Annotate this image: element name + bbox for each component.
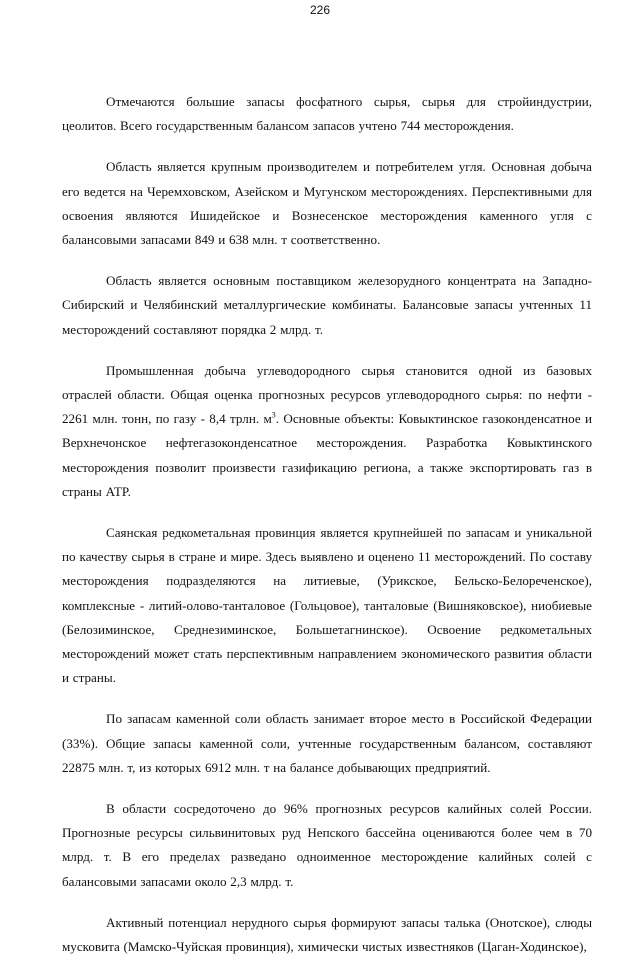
paragraph-potash: В области сосредоточено до 96% прогнозных ресурсов калийных солей России. Прогнозные ресурсы сильвинитовых руд Непского бассейна оцениваются более чем в 70 млрд. т. В его пределах разведано одноименное месторождение калийных солей с балансовыми запасами около 2,3 млрд. т. xyxy=(62,801,592,889)
paragraph-hydrocarbons xyxy=(62,359,592,504)
cubic-superscript: 3 xyxy=(271,410,276,420)
paragraph-coal: Область является крупным производителем и потребителем угля. Основная добыча его ведется на Черемховском, Азейском и Мугунском месторождениях. Перспективными для освоения являются Ишидейское и Вознесенское месторождения каменного угля с балансовыми запасами 849 и 638 млн. т соответственно. xyxy=(62,159,592,248)
paragraph-iron-ore: Область является основным поставщиком железорудного концентрата на Западно-Сибирский и Челябинский металлургические комбинаты. Балансовые запасы учтенных 11 месторождений составляют порядка 2 млрд. т. xyxy=(62,273,592,337)
paragraph-non-metallic: Активный потенциал нерудного сырья формируют запасы талька (Онотское), слюды мусковита (Мамско-Чуйская провинция), химически чистых известняков (Цаган-Ходинское), xyxy=(62,914,592,955)
paragraph-hydrocarbons-text-before: Промышленная добыча углеводородного сырья становится одной из базовых отраслей области. Общая оценка прогнозных ресурсов углеводородного сырья: по нефти - 2261 млн. тонн, по газу - 8,4 трлн. м xyxy=(62,362,592,427)
paragraph-rare-metals: Саянская редкометальная провинция является крупнейшей по запасам и уникальной по качеству сырья в стране и мире. Здесь выявлено и оценено 11 месторождений. По составу месторождения подразделяются на литиевые, (Урикское, Бельско-Белореченское), комплексные - литий-олово-танталовое (Гольцовое), танталовые (Вишняковское), ниобиевые (Белозиминское, Среднезиминское, Большетагнинское). Освоение редкометальных месторождений может стать перспективным направлением экономического развития области и страны. xyxy=(62,525,592,686)
page-number: 226 xyxy=(309,3,331,17)
document-body xyxy=(62,90,592,976)
paragraph-rock-salt: По запасам каменной соли область занимает второе место в Российской Федерации (33%). Общие запасы каменной соли, учтенные государственным балансом, составляют 22875 млн. т, из которых 6912 млн. т на балансе добывающих предприятий. xyxy=(62,711,592,775)
paragraph-hydrocarbons-text-after: . Основные объекты: Ковыктинское газоконденсатное и Верхнечонское нефтегазоконденсатное месторождения. Разработка Ковыктинского месторождения позволит произвести газификацию региона, а также экспортировать газ в страны АТР. xyxy=(62,411,592,499)
paragraph-phosphate: Отмечаются большие запасы фосфатного сырья, сырья для стройиндустрии, цеолитов. Всего государственным балансом запасов учтено 744 месторождения. xyxy=(62,94,592,134)
